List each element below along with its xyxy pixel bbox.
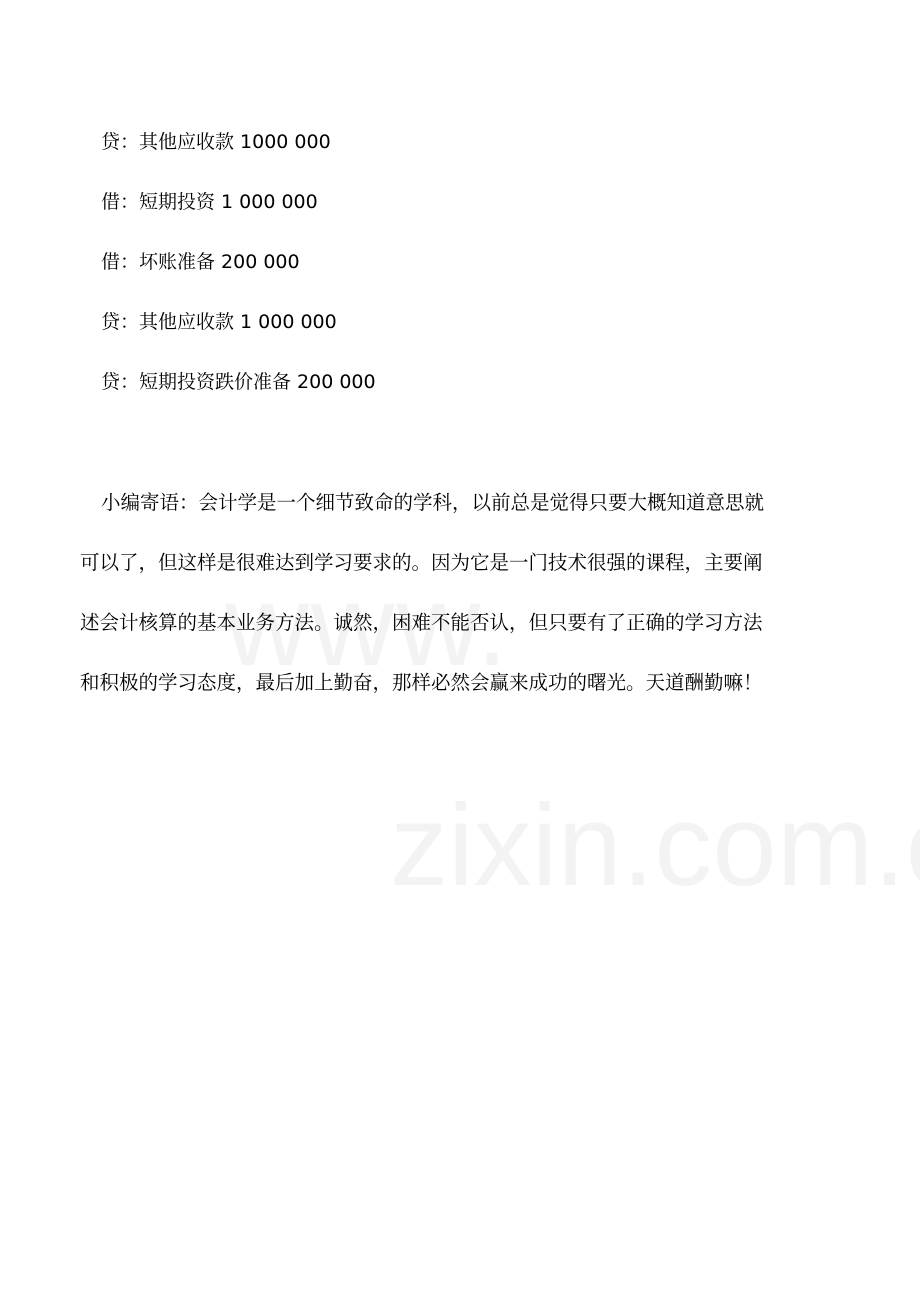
journal-entry-debit-short-term-investment: 借：短期投资 1 000 000 [101,191,318,213]
watermark-text-2 [390,780,920,910]
journal-entry-debit-bad-debt-reserve: 借：坏账准备 200 000 [101,251,300,273]
closing-paragraph-line-4: 和积极的学习态度，最后加上勤奋，那样必然会赢来成功的曙光。天道酬勤嘛！ [80,671,763,694]
journal-entry-credit-investment-impairment-reserve: 贷：短期投资跌价准备 200 000 [101,371,376,393]
journal-entry-credit-other-receivables: 贷：其他应收款 1000 000 [101,131,331,153]
closing-paragraph-line-2: 可以了，但这样是很难达到学习要求的。因为它是一门技术很强的课程，主要阐 [80,551,763,574]
journal-entry-credit-other-receivables-2: 贷：其他应收款 1 000 000 [101,311,337,333]
closing-paragraph-line-3: 述会计核算的基本业务方法。诚然，困难不能否认，但只要有了正确的学习方法 [80,611,763,634]
closing-paragraph-line-1: 小编寄语：会计学是一个细节致命的学科，以前总是觉得只要大概知道意思就 [101,491,765,514]
